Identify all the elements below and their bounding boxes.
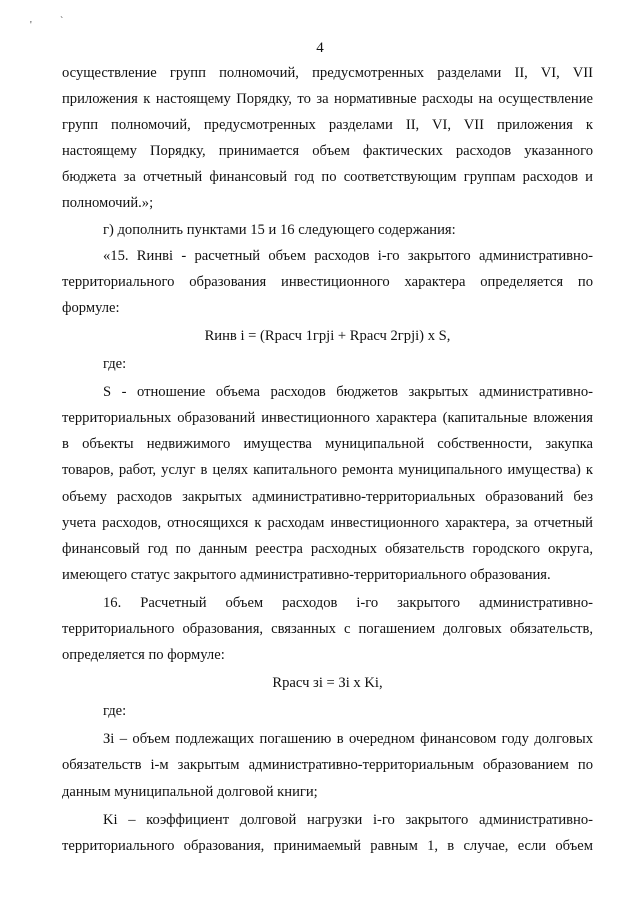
text-line: данным муниципальной долговой книги; [62,783,318,800]
text-line: настоящему Порядку, принимается объем фактических расходов указанного [62,143,593,160]
corner-mark-right: ` [60,16,64,27]
text-line: осуществление групп полномочий, предусмотренных разделами II, VI, VII [62,65,593,81]
text-line: где: [103,703,127,720]
text-line: групп полномочий, предусмотренных разделами II, VI, VII приложения к [62,117,593,134]
text-line: 16. Расчетный объем расходов i-го закрытого административно- [103,594,593,611]
text-line: обязательств i-м закрытым административно-территориальным образованием по [62,757,593,774]
formula-rinv: Rинв i = (Rрасч 1грji + Rрасч 2грji) x S, [204,327,451,344]
text-line: г) дополнить пунктами 15 и 16 следующего содержания: [103,221,456,238]
text-line: полномочий.»; [62,195,154,212]
text-line: территориальных образований инвестиционного характера (капитальные вложения [62,410,593,427]
text-line: формуле: [62,299,120,316]
text-line: имеющего статус закрытого административно-территориального образования. [62,566,551,583]
text-line: учета расходов, относящихся к расходам инвестиционного характера, за отчетный [62,514,593,531]
text-line: «15. Rинвi - расчетный объем расходов i-го закрытого административно- [103,247,593,264]
text-line: где: [103,356,127,373]
text-line: объему расходов закрытых административно-территориальных образований без [62,488,593,505]
text-line: в объекты недвижимого имущества муниципальной собственности, закупка [62,436,593,453]
text-line: финансовый год по данным реестра расходных обязательств городского округа, [62,540,593,557]
text-line: бюджета за отчетный финансовый год по соответствующим группам расходов и [62,169,593,186]
document-body [62,60,593,859]
text-line: Зi – объем подлежащих погашению в очередном финансовом году долговых [103,731,593,748]
text-line: территориального образования инвестиционного характера определяется по [62,273,593,290]
formula-rrasch: Rрасч зi = Зi x Ki, [272,675,383,692]
text-line: приложения к настоящему Порядку, то за нормативные расходы на осуществление [62,91,593,108]
page-number: 4 [316,40,324,56]
text-line: территориального образования, связанных с погашением долговых обязательств, [62,620,593,637]
text-line: территориального образования, принимаемый равным 1, в случае, если объем [62,837,593,854]
text-line: S - отношение объема расходов бюджетов закрытых административно- [103,384,593,401]
corner-mark-left: ' [30,20,32,31]
text-line: товаров, работ, услуг в целях капитального ремонта муниципального имущества) к [62,462,593,479]
text-line: Ki – коэффициент долговой нагрузки i-го закрытого административно- [103,811,593,828]
text-line: определяется по формуле: [62,647,225,664]
